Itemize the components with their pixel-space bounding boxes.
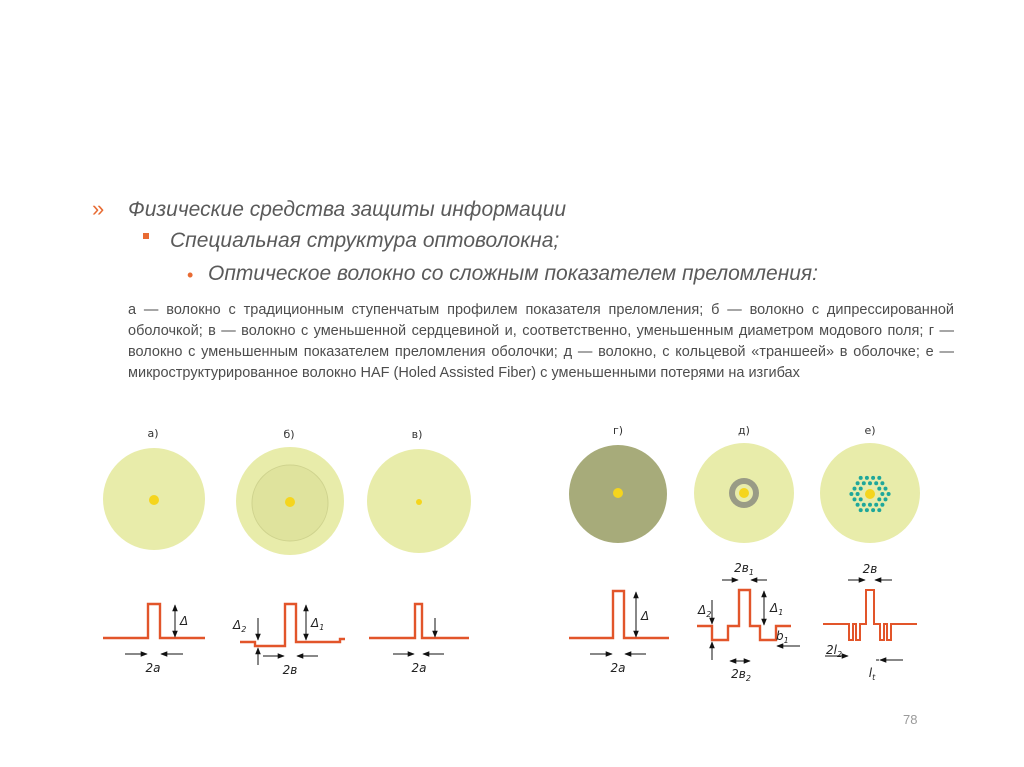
air-hole (868, 481, 872, 485)
panel-label-a: а) (147, 427, 159, 440)
page-number: 78 (903, 712, 918, 727)
air-hole (859, 497, 863, 501)
bottom-label-e: $2в_2$ (731, 667, 751, 683)
air-hole (884, 497, 888, 501)
profile-e (697, 561, 800, 683)
figure-description: а — волокно с традиционным ступенчатым профилем показателя преломления; б — волокно с дипрессированной оболочкой; в — волокно с уменьшенной сердцевиной и, соответственно, уменьшенным диаметром модового поля; г — волокно с уменьшенным показателем преломления оболочки; д — волокно, с кольцевой «траншеей» в оболочке; е — микроструктурированное волокно HAF (Holed Assisted Fiber) с уменьшенными потерями на изгибах (128, 302, 954, 381)
air-hole (884, 487, 888, 491)
cross-section-e (694, 443, 794, 543)
air-hole (874, 481, 878, 485)
bullet-level1: Физические средства защиты информации (128, 198, 567, 221)
width-label-d: 2a (610, 661, 626, 675)
cross-section-d (569, 445, 667, 543)
width-label-c: 2a (411, 661, 427, 675)
air-hole (862, 481, 866, 485)
air-hole (849, 492, 853, 496)
air-hole (856, 503, 860, 507)
air-hole (877, 497, 881, 501)
profile-b (232, 604, 345, 677)
air-hole (853, 487, 857, 491)
cross-section-c (367, 449, 471, 553)
cross-section-f (820, 443, 920, 543)
bullet-marker-level3: • (187, 265, 194, 285)
bullet-level3: Оптическое волокно со сложным показателем преломления: (208, 262, 818, 285)
air-hole (880, 503, 884, 507)
air-hole (856, 492, 860, 496)
bullet-marker-level1: » (92, 196, 105, 221)
profile-c (369, 604, 469, 675)
delta1-label-b: $\Delta_1$ (311, 616, 325, 632)
panel-label-c: в) (411, 428, 423, 441)
cross-section-b (236, 447, 344, 555)
profile-a (103, 604, 205, 675)
cross-section-a (103, 448, 205, 550)
air-hole (853, 497, 857, 501)
bottom-label-f: $l_t$ (868, 666, 876, 682)
air-hole (880, 481, 884, 485)
air-hole (862, 503, 866, 507)
top-label-f: 2в (862, 562, 878, 576)
air-hole (877, 487, 881, 491)
air-hole (877, 508, 881, 512)
air-hole (871, 476, 875, 480)
delta2-label-b: $\Delta_2$ (233, 618, 247, 634)
top-label-e: $2в_1$ (734, 561, 754, 577)
air-hole (871, 508, 875, 512)
air-hole (877, 476, 881, 480)
air-hole (880, 492, 884, 496)
width-label-a: 2a (145, 661, 161, 675)
delta-label-d: Δ (641, 609, 650, 623)
air-hole (865, 476, 869, 480)
panel-label-d: г) (612, 424, 624, 437)
air-hole (856, 481, 860, 485)
profile-f (823, 562, 917, 682)
delta2-label-e: $\Delta_2$ (698, 603, 712, 619)
panel-label-f: е) (864, 424, 876, 437)
air-hole (874, 503, 878, 507)
air-hole (859, 508, 863, 512)
width-label-b: 2в (282, 663, 298, 677)
bullet-level2: Специальная структура оптоволокна; (170, 229, 560, 252)
b-label-e: $b_1$ (776, 629, 789, 645)
panel-label-e: д) (738, 424, 750, 437)
delta1-label-e: $\Delta_1$ (770, 601, 784, 617)
air-hole (887, 492, 891, 496)
air-hole (859, 487, 863, 491)
air-hole (868, 503, 872, 507)
air-hole (865, 508, 869, 512)
delta-label-a: Δ (180, 614, 189, 628)
profile-d (569, 591, 669, 675)
left-label-f: $2l_2$ (826, 643, 843, 659)
panel-label-b: б) (283, 428, 295, 441)
air-hole (859, 476, 863, 480)
